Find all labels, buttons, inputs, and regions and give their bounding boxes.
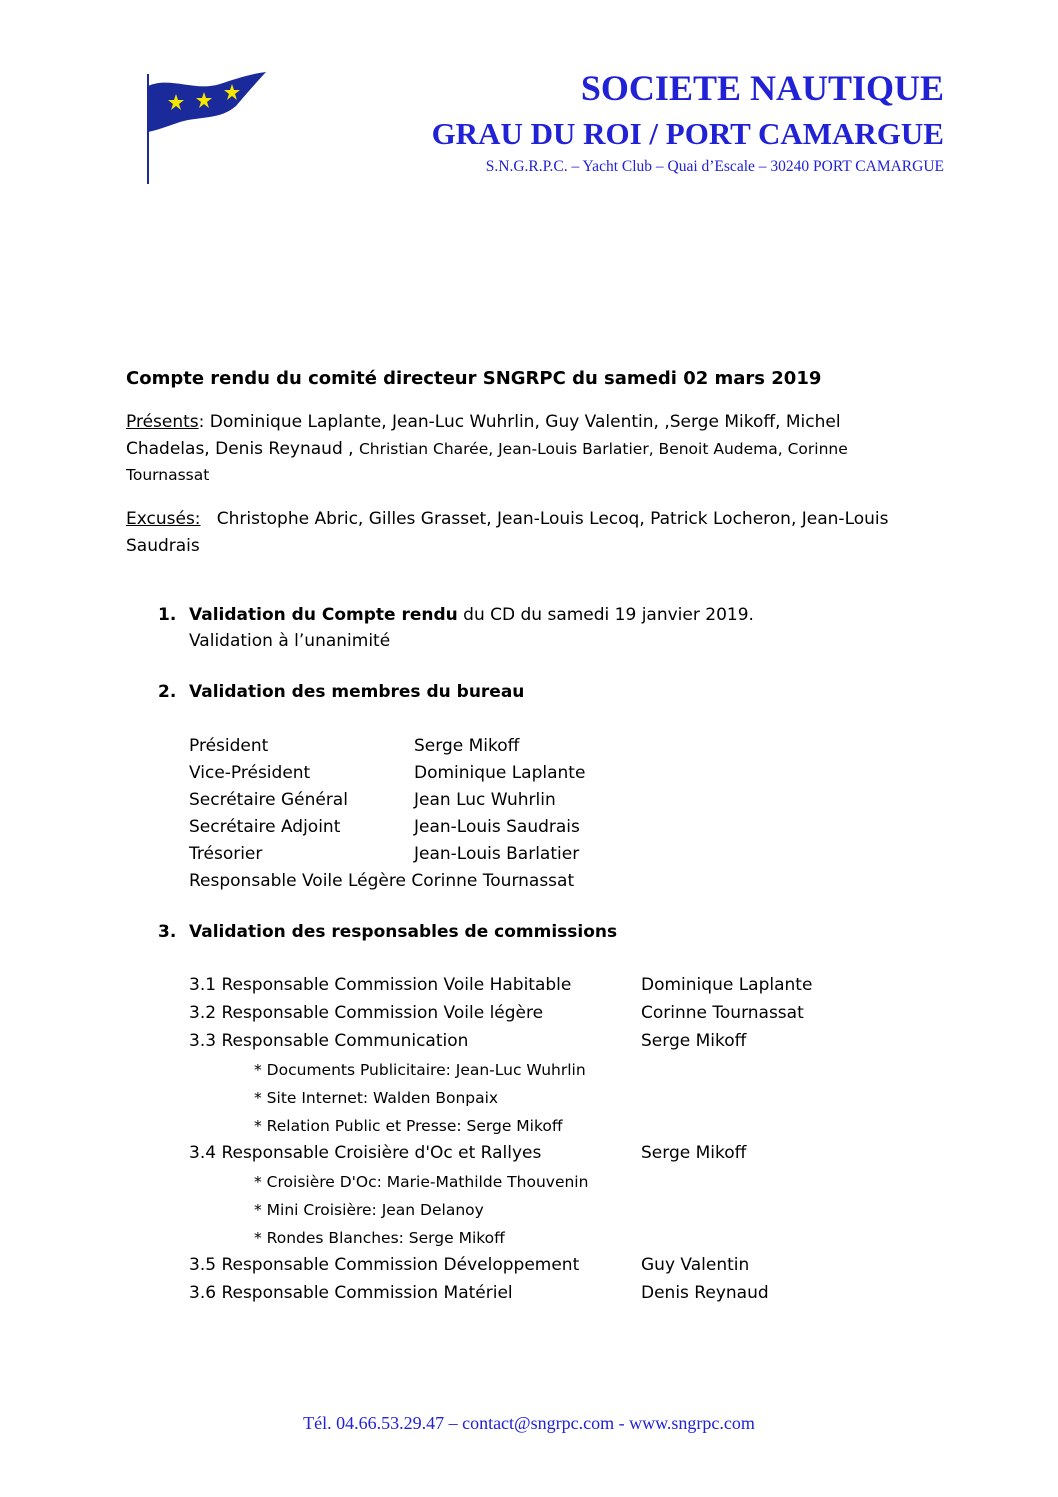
- item-1-note: Validation à l’unanimité: [189, 631, 391, 651]
- commission-label: 3.4 Responsable Croisière d'Oc et Rallyes: [189, 1143, 542, 1163]
- bureau-members-table: [189, 733, 586, 895]
- commission-label: 3.5 Responsable Commission Développement: [189, 1255, 580, 1275]
- attendees-line-3: Tournassat: [126, 466, 210, 484]
- commission-row: [189, 1280, 909, 1308]
- club-subtitle: GRAU DU ROI / PORT CAMARGUE: [431, 116, 944, 151]
- excused-label: Excusés:: [126, 509, 201, 529]
- excused-line-2: Saudrais: [126, 536, 200, 556]
- excused-paragraph: [126, 506, 889, 560]
- bureau-role: Secrétaire Général: [189, 790, 348, 810]
- commission-subitem: * Rondes Blanches: Serge Mikoff: [254, 1229, 505, 1247]
- bureau-row: [189, 841, 580, 868]
- commission-lead: Serge Mikoff: [641, 1031, 747, 1051]
- bureau-row: [189, 814, 580, 841]
- item-1-title-rest: du CD du samedi 19 janvier 2019.: [457, 605, 754, 625]
- commission-row: [189, 1252, 909, 1280]
- bureau-role: Responsable Voile Légère: [189, 871, 406, 891]
- attendees-label: Présents: [126, 412, 199, 432]
- commission-label: 3.3 Responsable Communication: [189, 1031, 469, 1051]
- commission-row: [189, 1028, 909, 1056]
- bureau-member: Jean Luc Wuhrlin: [414, 790, 556, 810]
- bureau-row: [189, 868, 574, 895]
- attendees-line-2a: Chadelas, Denis Reynaud ,: [126, 439, 359, 459]
- item-1-number: 1.: [158, 605, 177, 625]
- club-title: SOCIETE NAUTIQUE: [580, 68, 944, 108]
- excused-line-1: Christophe Abric, Gilles Grasset, Jean-Louis Lecoq, Patrick Locheron, Jean-Louis: [200, 509, 889, 529]
- bureau-member: Jean-Louis Saudrais: [414, 817, 580, 837]
- commission-row: [189, 1000, 909, 1028]
- item-1-title: [189, 602, 754, 629]
- commission-label: 3.6 Responsable Commission Matériel: [189, 1283, 513, 1303]
- commission-subitem: * Mini Croisière: Jean Delanoy: [254, 1201, 484, 1219]
- bureau-member: Dominique Laplante: [414, 763, 586, 783]
- bureau-row: [189, 787, 574, 814]
- bureau-member: Jean-Louis Barlatier: [414, 844, 580, 864]
- commission-lead: Dominique Laplante: [641, 975, 813, 995]
- bureau-row: [189, 733, 574, 760]
- commissions-table: [189, 972, 909, 1308]
- item-1-title-bold: Validation du Compte rendu: [189, 605, 458, 625]
- bureau-role: Vice-Président: [189, 763, 311, 783]
- commission-row: [189, 1140, 909, 1168]
- bureau-row: [189, 760, 586, 787]
- club-address: S.N.G.R.P.C. – Yacht Club – Quai d’Escale – 30240 PORT CAMARGUE: [485, 158, 944, 175]
- attendees-line-1: : Dominique Laplante, Jean-Luc Wuhrlin, Guy Valentin, ,Serge Mikoff, Michel: [198, 412, 841, 432]
- item-2-title: Validation des membres du bureau: [189, 682, 525, 702]
- commission-lead: Corinne Tournassat: [641, 1003, 804, 1023]
- bureau-member: Corinne Tournassat: [411, 871, 575, 891]
- commission-subitem: * Relation Public et Presse: Serge Mikoff: [254, 1117, 563, 1135]
- footer-contact: Tél. 04.66.53.29.47 – contact@sngrpc.com - www.sngrpc.com: [303, 1413, 755, 1433]
- bureau-role: Président: [189, 736, 269, 756]
- attendees-paragraph: [126, 409, 886, 487]
- commission-lead: Denis Reynaud: [641, 1283, 769, 1303]
- document-heading: Compte rendu du comité directeur SNGRPC du samedi 02 mars 2019: [126, 368, 822, 389]
- bureau-member: Serge Mikoff: [414, 736, 520, 756]
- bureau-role: Trésorier: [189, 844, 263, 864]
- item-3-title: Validation des responsables de commissions: [189, 922, 618, 942]
- commission-subitem: * Site Internet: Walden Bonpaix: [254, 1089, 499, 1107]
- commission-label: 3.2 Responsable Commission Voile légère: [189, 1003, 544, 1023]
- item-2-number: 2.: [158, 682, 177, 702]
- commission-lead: Guy Valentin: [641, 1255, 750, 1275]
- attendees-line-2b: Christian Charée, Jean-Louis Barlatier, Benoit Audema, Corinne: [358, 440, 848, 458]
- commission-subitem: * Documents Publicitaire: Jean-Luc Wuhrlin: [254, 1061, 586, 1079]
- commission-lead: Serge Mikoff: [641, 1143, 747, 1163]
- bureau-role: Secrétaire Adjoint: [189, 817, 341, 837]
- commission-row: [189, 972, 909, 1000]
- commission-label: 3.1 Responsable Commission Voile Habitable: [189, 975, 572, 995]
- item-3-number: 3.: [158, 922, 177, 942]
- pennant-flag-icon: [140, 70, 270, 186]
- commission-subitem: * Croisière D'Oc: Marie-Mathilde Thouvenin: [254, 1173, 589, 1191]
